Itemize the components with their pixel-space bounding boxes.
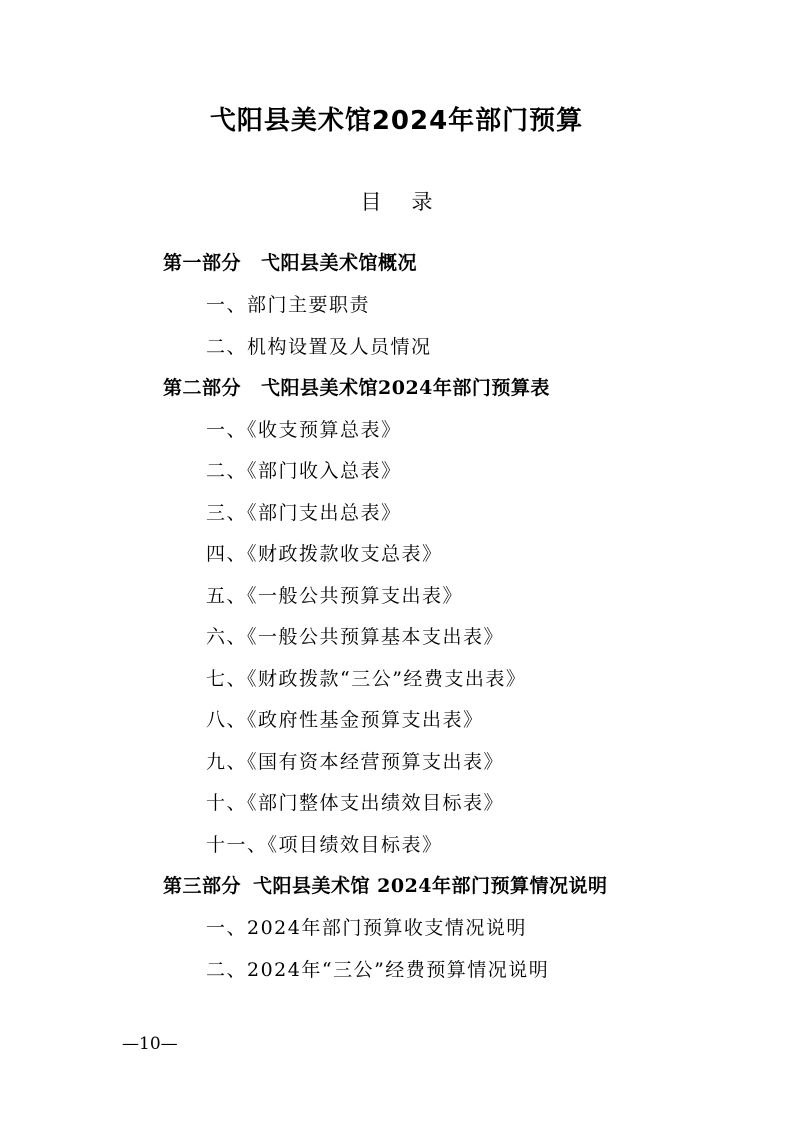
toc-item[interactable]: 八、《政府性基金预算支出表》 — [206, 709, 484, 731]
document-title: 弋阳县美术馆2024年部门预算 — [209, 106, 584, 136]
toc-heading: 目录 — [360, 190, 463, 214]
part-title: 弋阳县美术馆 2024年部门预算情况说明 — [253, 875, 608, 897]
part-label: 第一部分 — [163, 252, 242, 274]
toc-item[interactable]: 一、《收支预算总表》 — [206, 419, 402, 441]
part-title: 弋阳县美术馆2024年部门预算表 — [261, 377, 550, 399]
toc-item[interactable]: 六、《一般公共预算基本支出表》 — [206, 626, 505, 648]
part-label: 第三部分 — [163, 875, 242, 897]
toc-part-2[interactable] — [163, 376, 550, 400]
toc-item[interactable]: 十一、《项目绩效目标表》 — [206, 834, 443, 856]
toc-part-1[interactable] — [163, 251, 417, 275]
toc-item[interactable]: 二、2024年“三公”经费预算情况说明 — [206, 959, 550, 981]
part-title: 弋阳县美术馆概况 — [261, 252, 418, 274]
toc-item[interactable]: 三、《部门支出总表》 — [206, 502, 402, 524]
page-number: —10— — [122, 1034, 178, 1054]
part-label: 第二部分 — [163, 377, 242, 399]
toc-item[interactable]: 一、2024年部门预算收支情况说明 — [206, 917, 527, 939]
toc-item[interactable]: 五、《一般公共预算支出表》 — [206, 585, 464, 607]
toc-item[interactable]: 一、部门主要职责 — [206, 294, 371, 316]
toc-item[interactable]: 二、机构设置及人员情况 — [206, 336, 432, 358]
toc-part-3[interactable] — [163, 874, 608, 898]
toc-item[interactable]: 二、《部门收入总表》 — [206, 460, 402, 482]
toc-item[interactable]: 四、《财政拨款收支总表》 — [206, 543, 443, 565]
toc-item[interactable]: 九、《国有资本经营预算支出表》 — [206, 751, 505, 773]
toc-item[interactable]: 十、《部门整体支出绩效目标表》 — [206, 792, 505, 814]
toc-item[interactable]: 七、《财政拨款“三公”经费支出表》 — [206, 668, 527, 690]
